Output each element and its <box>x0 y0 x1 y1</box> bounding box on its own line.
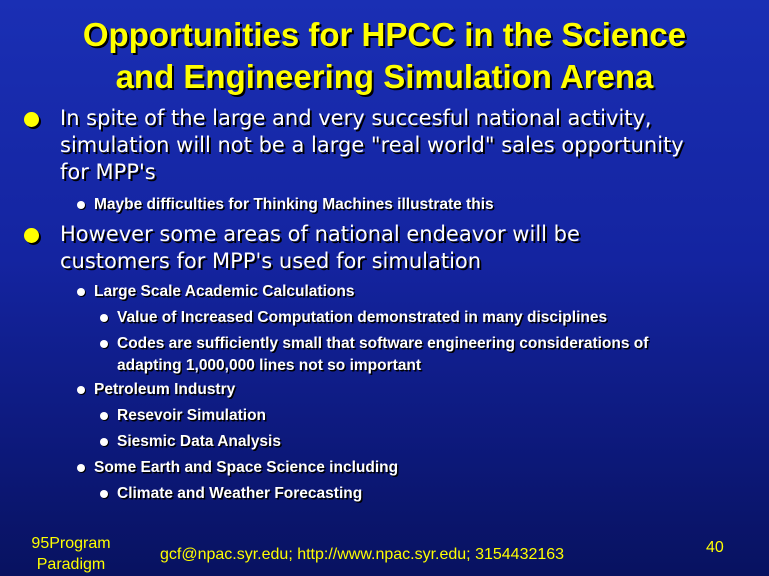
page-number: 40 <box>706 539 724 556</box>
minor-bullet-icon <box>100 314 108 322</box>
footer-left-line-1: 95Program <box>31 535 111 552</box>
bullet-2-line-2: customers for MPP's used for simulation <box>60 249 482 273</box>
bullet-2-line-1: However some areas of national endeavor will be <box>60 222 580 246</box>
title-line-1: Opportunities for HPCC in the Science <box>82 16 687 53</box>
footer-course-label <box>16 533 126 575</box>
minor-bullet-icon <box>100 490 108 498</box>
bullet-2-sub-3-item-1: Climate and Weather Forecasting <box>117 485 363 502</box>
bullet-1-line-1: In spite of the large and very succesful national activity, <box>60 106 652 130</box>
footer-left-line-2: Paradigm <box>36 556 106 573</box>
minor-bullet-icon <box>100 340 108 348</box>
bullet-2-sub-2: Petroleum Industry <box>94 381 236 398</box>
major-bullet-icon <box>24 112 39 127</box>
bullet-1 <box>60 105 750 186</box>
bullet-2-sub-1-item-1: Value of Increased Computation demonstrated in many disciplines <box>117 309 608 326</box>
bullet-2-sub-2-item-1: Resevoir Simulation <box>117 407 267 424</box>
bullet-2-sub-3: Some Earth and Space Science including <box>94 459 399 476</box>
bullet-1-sub-1: Maybe difficulties for Thinking Machines illustrate this <box>94 196 494 213</box>
minor-bullet-icon <box>77 201 85 209</box>
bullet-2 <box>60 221 750 275</box>
title-line-2: and Engineering Simulation Arena <box>115 58 654 95</box>
minor-bullet-icon <box>77 288 85 296</box>
bullet-1-line-2: simulation will not be a large "real world" sales opportunity <box>60 133 684 157</box>
bullet-1-line-3: for MPP's <box>60 160 156 184</box>
minor-bullet-icon <box>100 438 108 446</box>
minor-bullet-icon <box>77 464 85 472</box>
minor-bullet-icon <box>100 412 108 420</box>
item-2-line-1: Codes are sufficiently small that software engineering considerations of <box>117 335 649 352</box>
footer-contact: gcf@npac.syr.edu; http://www.npac.syr.edu; 3154432163 <box>160 546 565 563</box>
major-bullet-icon <box>24 228 39 243</box>
minor-bullet-icon <box>77 386 85 394</box>
bullet-2-sub-1: Large Scale Academic Calculations <box>94 283 355 300</box>
bullet-2-sub-2-item-2: Siesmic Data Analysis <box>117 433 281 450</box>
item-2-line-2: adapting 1,000,000 lines not so important <box>117 357 422 374</box>
bullet-2-sub-1-item-2 <box>117 333 648 377</box>
slide-title <box>0 14 769 98</box>
